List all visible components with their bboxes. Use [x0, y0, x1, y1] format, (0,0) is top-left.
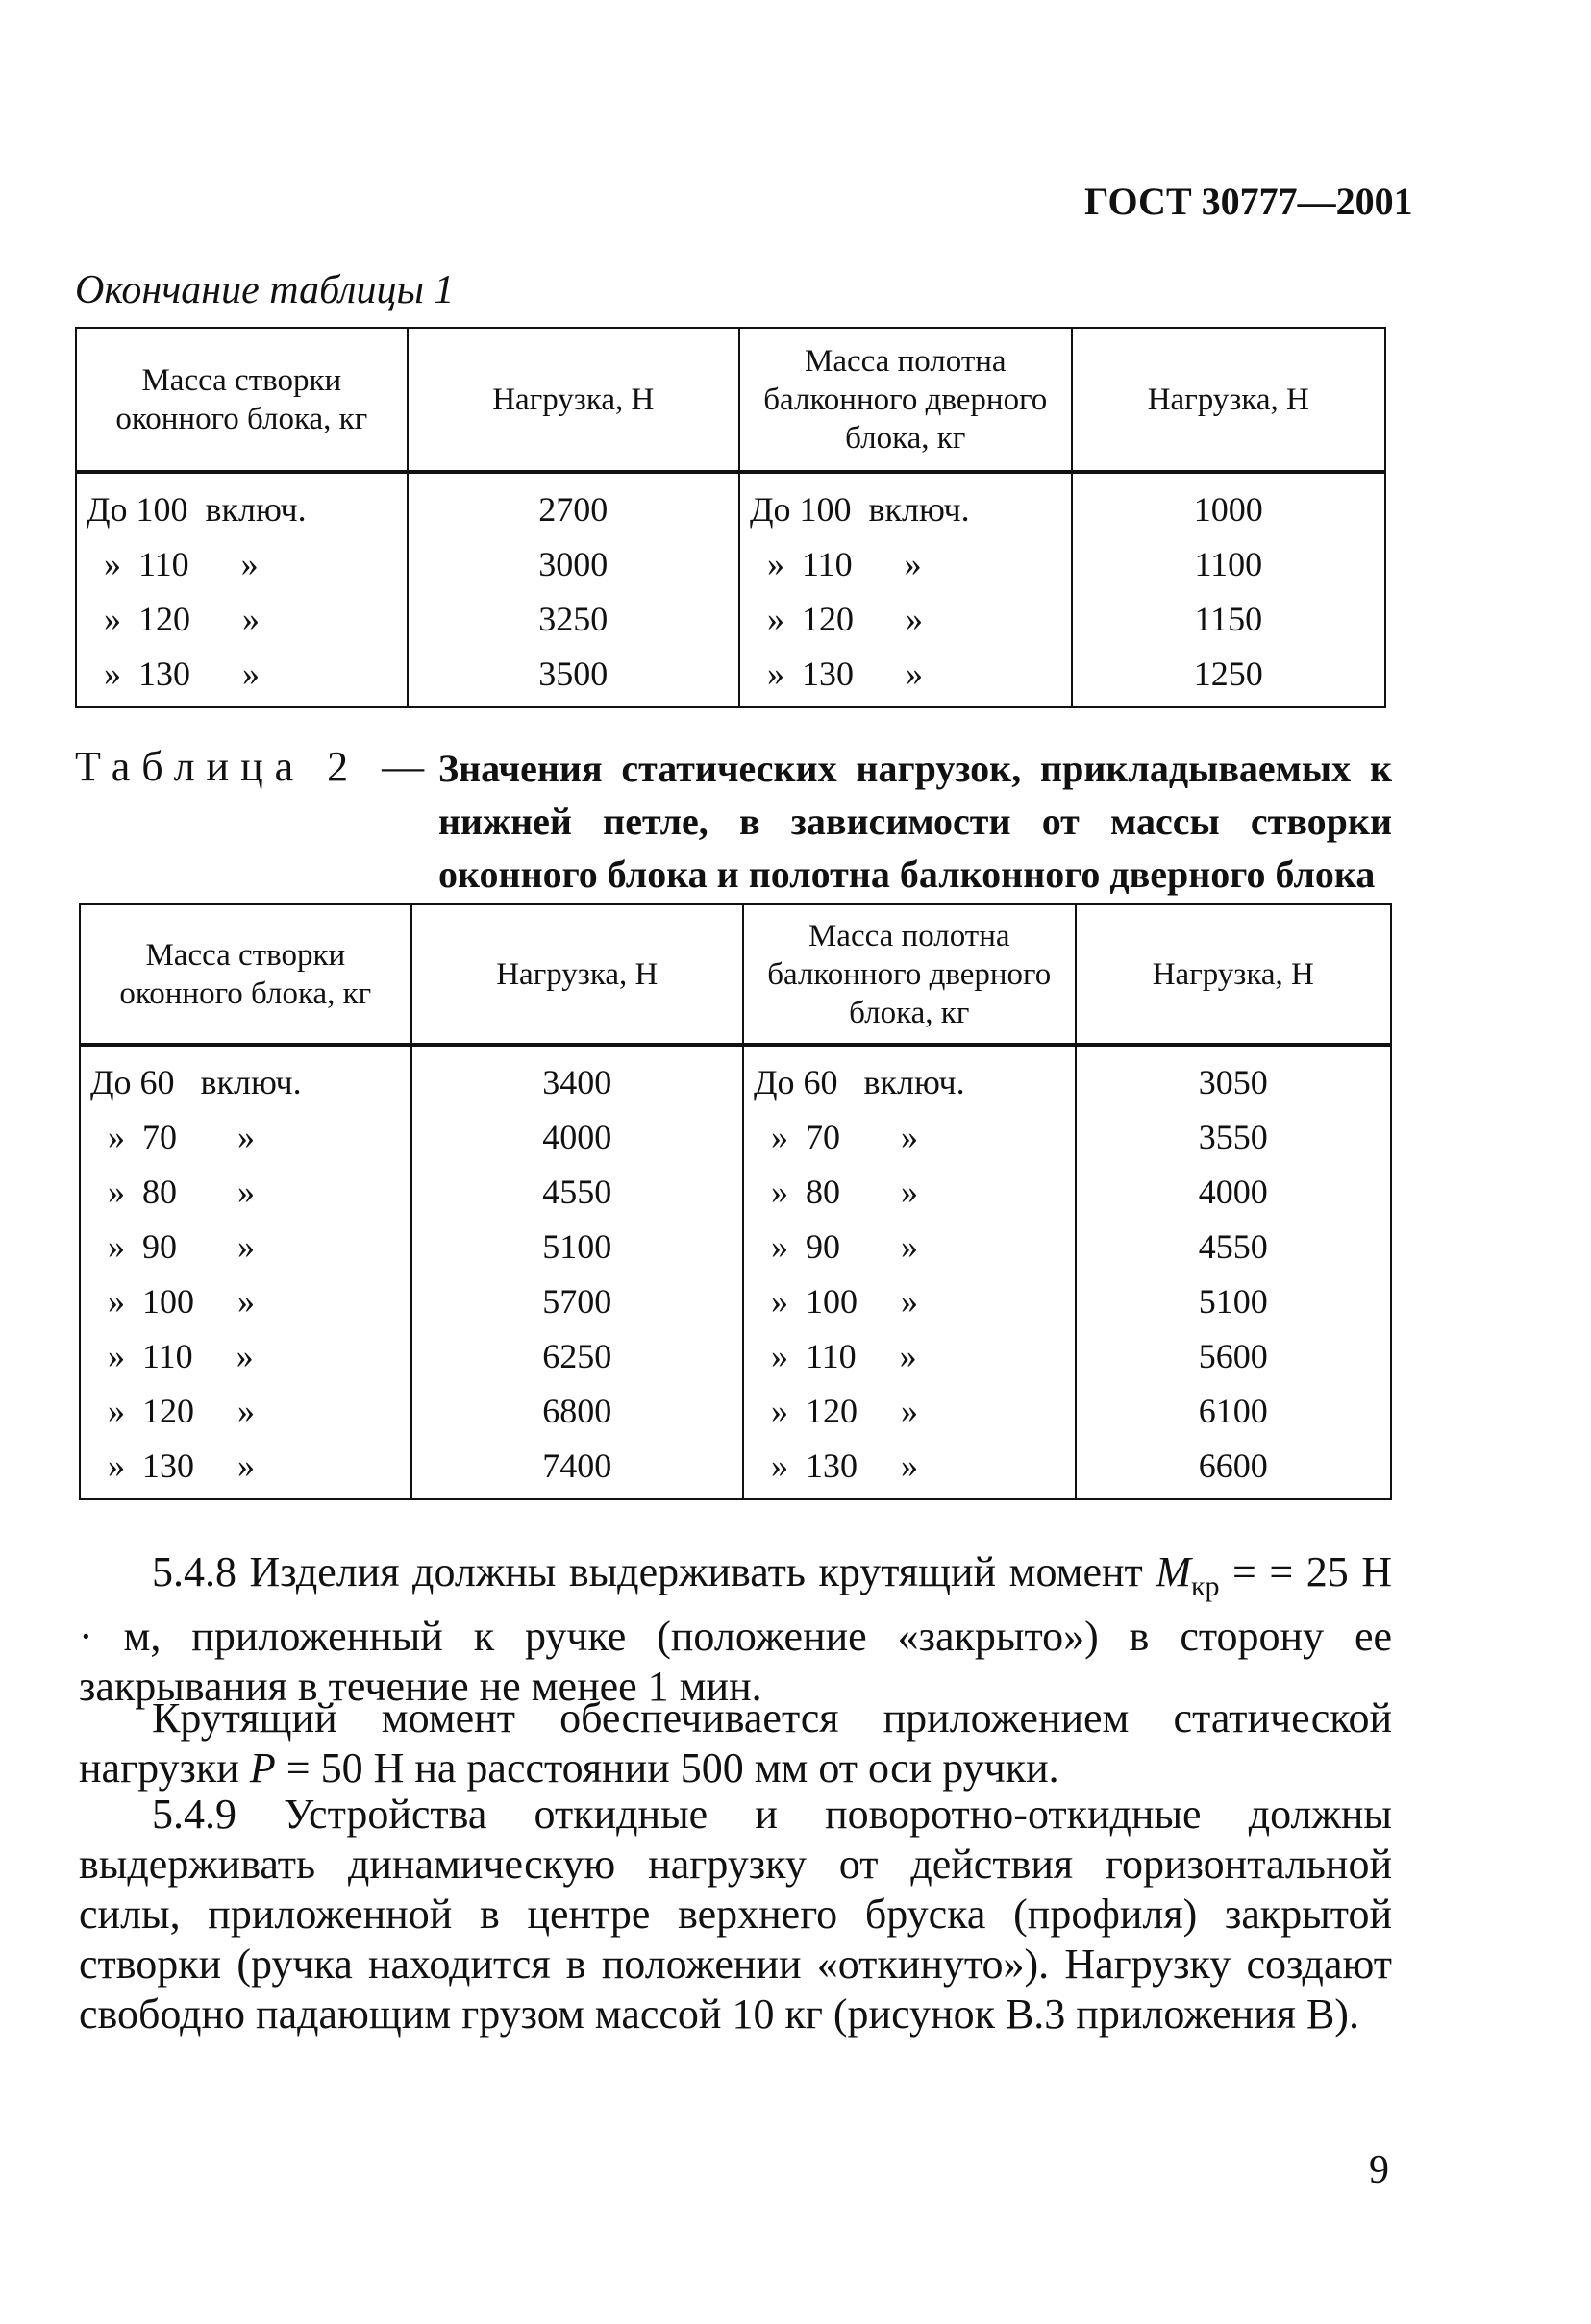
table-cell: 6250 — [411, 1328, 743, 1383]
table-cell: 3050 — [1076, 1045, 1391, 1109]
table2 — [79, 903, 1392, 1500]
page-number: 9 — [1369, 2148, 1389, 2192]
table-cell: » 100 » — [743, 1273, 1076, 1328]
table-cell: 6800 — [411, 1383, 743, 1438]
table-row — [76, 472, 1385, 536]
table-cell: До 100 включ. — [76, 472, 408, 536]
table-cell: 7400 — [411, 1438, 743, 1499]
table-cell: 4000 — [411, 1109, 743, 1164]
table-cell: 1250 — [1072, 646, 1385, 707]
table-cell: » 70 » — [743, 1109, 1076, 1164]
table-cell: До 100 включ. — [739, 472, 1072, 536]
table-cell: » 100 » — [80, 1273, 411, 1328]
table2-header-cell: Нагрузка, Н — [411, 904, 743, 1045]
table1 — [75, 327, 1386, 708]
paragraph-text: 5.4.8 Изделия должны выдерживать крутящий момент — [152, 1548, 1156, 1595]
table-cell: » 120 » — [76, 591, 408, 646]
paragraph-5-4-9: 5.4.9 Устройства откидные и поворотно-откидные должны выдерживать динамическую нагрузку от действия горизонтальной силы, приложенной в центре верхнего бруска (профиля) закрытой створки (ручка находится в положении «откинуто»). Нагрузку создают свободно падающим грузом массой 10 кг (рисунок В.3 приложения В). — [79, 1791, 1392, 2038]
table-row — [80, 1109, 1391, 1164]
table-cell: 1100 — [1072, 536, 1385, 591]
table-row — [80, 1383, 1391, 1438]
table-cell: » 130 » — [743, 1438, 1076, 1499]
standard-code: ГОСТ 30777—2001 — [1084, 180, 1413, 223]
table-cell: До 60 включ. — [80, 1045, 411, 1109]
table1-header-cell: Масса полотна балконного дверного блока, кг — [739, 328, 1072, 472]
table-cell: 4550 — [1076, 1219, 1391, 1273]
table-cell: 3000 — [408, 536, 739, 591]
table2-header-cell: Масса створки оконного блока, кг — [80, 904, 411, 1045]
paragraph-torque-note — [79, 1694, 1392, 1793]
table-cell: » 130 » — [739, 646, 1072, 707]
torque-subscript: кр — [1190, 1570, 1220, 1602]
table-cell: 1150 — [1072, 591, 1385, 646]
table2-header-cell: Нагрузка, Н — [1076, 904, 1391, 1045]
table-cell: 5100 — [1076, 1273, 1391, 1328]
table-row — [80, 1219, 1391, 1273]
table-cell: 3400 — [411, 1045, 743, 1109]
table-cell: 5700 — [411, 1273, 743, 1328]
paragraph-text: = = 25 Н · м, приложенный к ручке (положение «закрыто») в сторону ее закрывания в течение не менее 1 мин. — [79, 1548, 1393, 1710]
table1-header-cell: Нагрузка, Н — [408, 328, 739, 472]
table-cell: 4550 — [411, 1164, 743, 1219]
table-cell: » 110 » — [76, 536, 408, 591]
table-row — [80, 1273, 1391, 1328]
table1-header-row — [76, 328, 1385, 472]
table-cell: 6600 — [1076, 1438, 1391, 1499]
table-row — [76, 646, 1385, 707]
table-cell: » 120 » — [80, 1383, 411, 1438]
table-cell: » 120 » — [743, 1383, 1076, 1438]
table-row — [80, 1164, 1391, 1219]
table-cell: » 80 » — [743, 1164, 1076, 1219]
table-cell: » 80 » — [80, 1164, 411, 1219]
table-cell: 5600 — [1076, 1328, 1391, 1383]
paragraph-5-4-8 — [79, 1547, 1392, 1712]
table-cell: » 90 » — [743, 1219, 1076, 1273]
table-cell: » 120 » — [739, 591, 1072, 646]
table-cell: » 110 » — [739, 536, 1072, 591]
table-cell: » 130 » — [76, 646, 408, 707]
table-row — [76, 536, 1385, 591]
table1-header-cell: Масса створки оконного блока, кг — [76, 328, 408, 472]
table-cell: 5100 — [411, 1219, 743, 1273]
table2-header-row — [80, 904, 1391, 1045]
table2-title: Значения статических нагрузок, прикладываемых к нижней петле, в зависимости от массы створки оконного блока и полотна балконного дверного блока — [438, 747, 1392, 896]
table2-label: Таблица 2 — — [75, 743, 436, 790]
table-cell: 2700 — [408, 472, 739, 536]
torque-symbol: M — [1156, 1548, 1191, 1595]
table-cell: 3550 — [1076, 1109, 1391, 1164]
table-cell: » 90 » — [80, 1219, 411, 1273]
table2-header-cell: Масса полотна балконного дверного блока, кг — [743, 904, 1076, 1045]
table-row — [80, 1328, 1391, 1383]
table-cell: » 110 » — [743, 1328, 1076, 1383]
paragraph-text: = 50 Н на расстоянии 500 мм от оси ручки. — [275, 1744, 1059, 1792]
table1-caption: Окончание таблицы 1 — [75, 268, 455, 312]
table-cell: » 130 » — [80, 1438, 411, 1499]
paragraph-text: Крутящий момент обеспечивается приложением статической нагрузки — [79, 1694, 1392, 1792]
table-cell: 3500 — [408, 646, 739, 707]
table1-header-cell: Нагрузка, Н — [1072, 328, 1385, 472]
table-cell: 3250 — [408, 591, 739, 646]
table-cell: До 60 включ. — [743, 1045, 1076, 1109]
table-cell: 1000 — [1072, 472, 1385, 536]
table-row — [76, 591, 1385, 646]
table-row — [80, 1438, 1391, 1499]
table-cell: » 70 » — [80, 1109, 411, 1164]
table-cell: » 110 » — [80, 1328, 411, 1383]
table-row — [80, 1045, 1391, 1109]
table-cell: 6100 — [1076, 1383, 1391, 1438]
table-cell: 4000 — [1076, 1164, 1391, 1219]
load-symbol: P — [249, 1744, 276, 1792]
